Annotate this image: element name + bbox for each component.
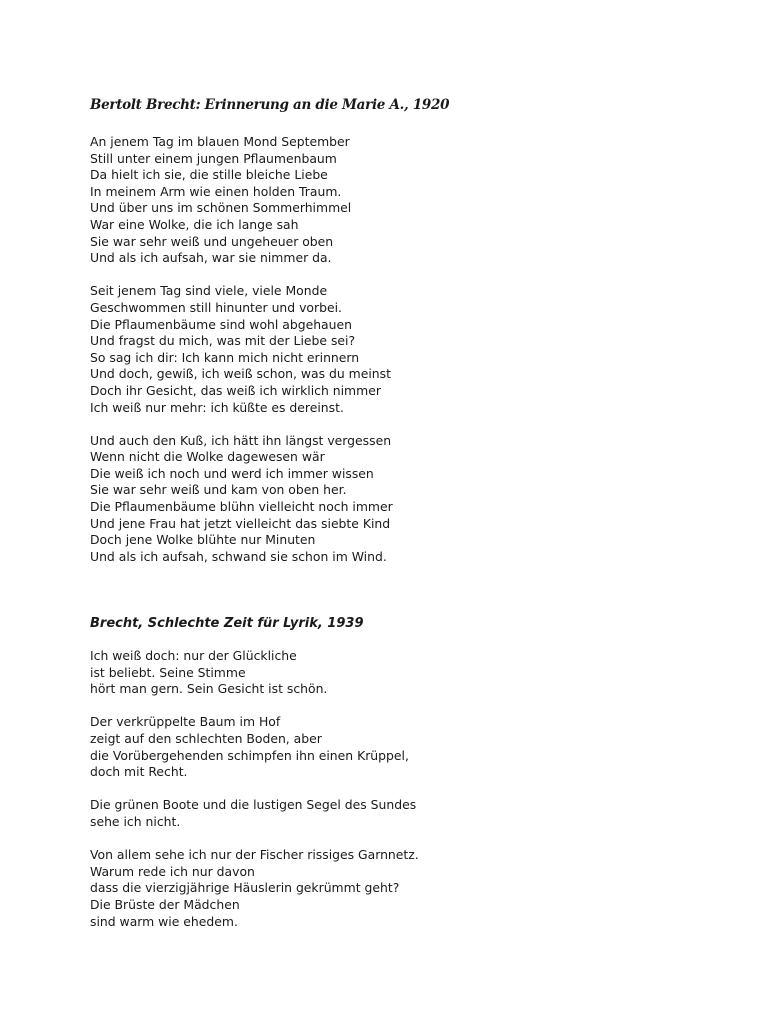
- poem-line: Der verkrüppelte Baum im Hof: [90, 714, 281, 730]
- poem-line: zeigt auf den schlechten Boden, aber: [90, 730, 322, 746]
- stanza: [90, 847, 730, 930]
- poem-line: Die Brüste der Mädchen: [90, 896, 240, 912]
- poem-line: Und als ich aufsah, war sie nimmer da.: [90, 250, 332, 266]
- poem-line: Doch jene Wolke blühte nur Minuten: [90, 532, 316, 548]
- poem-line: Da hielt ich sie, die stille bleiche Liebe: [90, 167, 328, 183]
- poem-line: Sie war sehr weiß und kam von oben her.: [90, 482, 347, 498]
- poem-line: Von allem sehe ich nur der Fischer rissiges Garnnetz.: [90, 847, 419, 863]
- poem-line: Die Pflaumenbäume blühn vielleicht noch immer: [90, 499, 393, 515]
- poem-line: Warum rede ich nur davon: [90, 863, 255, 879]
- poem-line: Und doch, gewiß, ich weiß schon, was du meinst: [90, 366, 391, 382]
- poem-line: dass die vierzigjährige Häuslerin gekrümmt geht?: [90, 880, 400, 896]
- poem-line: War eine Wolke, die ich lange sah: [90, 216, 299, 232]
- poem-line: Die Pflaumenbäume sind wohl abgehauen: [90, 316, 352, 332]
- stanza: [90, 648, 730, 698]
- stanza: [90, 134, 730, 267]
- poem-schlechte-zeit-fuer-lyrik: [90, 614, 730, 930]
- poem-line: ist beliebt. Seine Stimme: [90, 664, 246, 680]
- poem-line: hört man gern. Sein Gesicht ist schön.: [90, 681, 328, 697]
- poem-line: Ich weiß nur mehr: ich küßte es dereinst.: [90, 399, 344, 415]
- poem-erinnerung-an-die-marie-a: [90, 95, 730, 565]
- poem-line: sehe ich nicht.: [90, 813, 181, 829]
- poem-line: Die weiß ich noch und werd ich immer wissen: [90, 465, 374, 481]
- poem-line: So sag ich dir: Ich kann mich nicht erinnern: [90, 349, 360, 365]
- poem-line: Wenn nicht die Wolke dagewesen wär: [90, 449, 325, 465]
- poem-line: Die grünen Boote und die lustigen Segel des Sundes: [90, 797, 417, 813]
- poem-line: In meinem Arm wie einen holden Traum.: [90, 183, 342, 199]
- poem-line: doch mit Recht.: [90, 764, 188, 780]
- poem-line: Und als ich aufsah, schwand sie schon im Wind.: [90, 548, 387, 564]
- poem-line: Ich weiß doch: nur der Glückliche: [90, 648, 297, 663]
- poem-line: Sie war sehr weiß und ungeheuer oben: [90, 233, 334, 249]
- poem-line: sind warm wie ehedem.: [90, 913, 238, 929]
- poem-line: Und auch den Kuß, ich hätt ihn längst vergessen: [90, 432, 392, 448]
- poem-line: Und fragst du mich, was mit der Liebe sei?: [90, 333, 356, 349]
- poem-line: An jenem Tag im blauen Mond September: [90, 134, 350, 149]
- poem-title: Brecht, Schlechte Zeit für Lyrik, 1939: [90, 616, 364, 631]
- poem-line: Geschwommen still hinunter und vorbei.: [90, 299, 342, 315]
- stanza: [90, 433, 730, 566]
- poem-line: Doch ihr Gesicht, das weiß ich wirklich nimmer: [90, 382, 381, 398]
- stanza: [90, 797, 730, 830]
- poem-line: Und über uns im schönen Sommerhimmel: [90, 200, 352, 216]
- stanza: [90, 714, 730, 780]
- poem-title: Bertolt Brecht: Erinnerung an die Marie A., 1920: [90, 97, 450, 113]
- poem-line: die Vorübergehenden schimpfen ihn einen Krüppel,: [90, 747, 409, 763]
- poem-line: Still unter einem jungen Pflaumenbaum: [90, 150, 337, 166]
- poem-line: Seit jenem Tag sind viele, viele Monde: [90, 283, 328, 299]
- poem-line: Und jene Frau hat jetzt vielleicht das siebte Kind: [90, 515, 391, 531]
- stanza: [90, 283, 730, 416]
